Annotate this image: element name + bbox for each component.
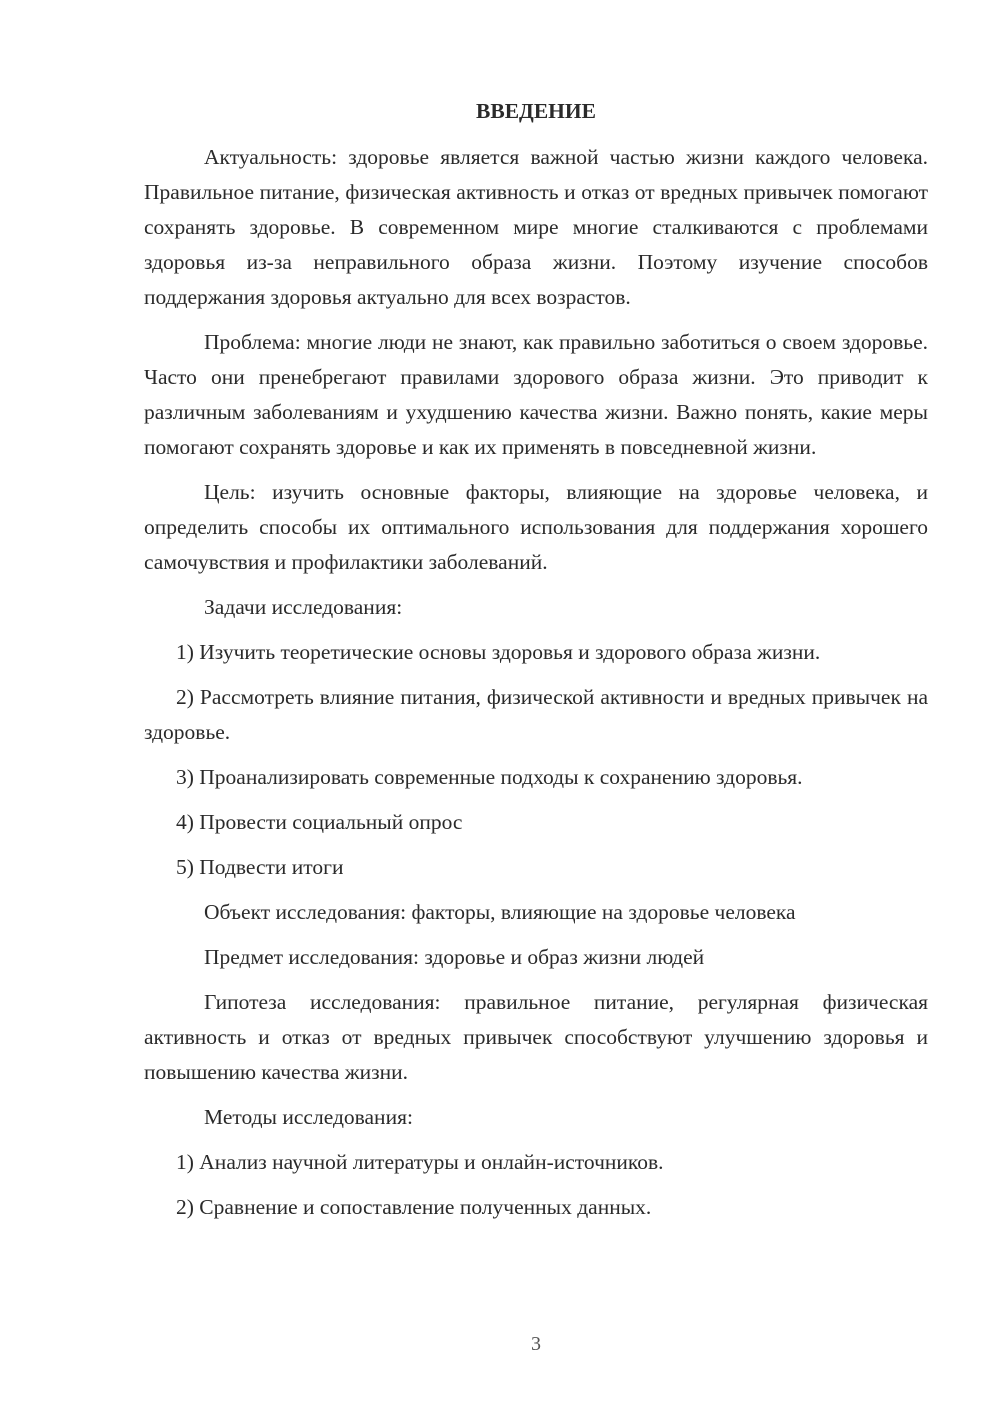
task-item: 3) Проанализировать современные подходы к сохранению здоровья. xyxy=(176,765,803,789)
methods-title: Методы исследования: xyxy=(204,1105,413,1129)
page-number: 3 xyxy=(531,1333,541,1355)
document-page xyxy=(144,96,928,1235)
method-item: 2) Сравнение и сопоставление полученных данных. xyxy=(176,1195,652,1219)
method-item: 1) Анализ научной литературы и онлайн-источников. xyxy=(176,1150,664,1174)
subject-line: Предмет исследования: здоровье и образ жизни людей xyxy=(204,945,705,969)
relevance-paragraph: Актуальность: здоровье является важной частью жизни каждого человека. Правильное питание, физическая активность и отказ от вредных привычек помогают сохранять здоровье. В современном мире многие сталкиваются с проблемами здоровья из-за неправильного образа жизни. Поэтому изучение способов поддержания здоровья актуально для всех возрастов. xyxy=(144,145,928,309)
task-item: 4) Провести социальный опрос xyxy=(176,810,463,834)
task-item: 2) Рассмотреть влияние питания, физической активности и вредных привычек на здоровье. xyxy=(144,685,928,744)
object-line: Объект исследования: факторы, влияющие на здоровье человека xyxy=(204,900,796,924)
problem-paragraph: Проблема: многие люди не знают, как правильно заботиться о своем здоровье. Часто они пренебрегают правилами здорового образа жизни. Это приводит к различным заболеваниям и ухудшению качества жизни. Важно понять, какие меры помогают сохранять здоровье и как их применять в повседневной жизни. xyxy=(144,330,928,459)
task-item: 1) Изучить теоретические основы здоровья и здорового образа жизни. xyxy=(176,640,821,664)
task-item: 5) Подвести итоги xyxy=(176,855,344,879)
tasks-title: Задачи исследования: xyxy=(204,595,403,619)
section-heading: ВВЕДЕНИЕ xyxy=(476,99,596,123)
goal-paragraph: Цель: изучить основные факторы, влияющие на здоровье человека, и определить способы их оптимального использования для поддержания хорошего самочувствия и профилактики заболеваний. xyxy=(144,480,928,574)
hypothesis-paragraph: Гипотеза исследования: правильное питание, регулярная физическая активность и отказ от вредных привычек способствуют улучшению здоровья и повышению качества жизни. xyxy=(144,990,928,1084)
